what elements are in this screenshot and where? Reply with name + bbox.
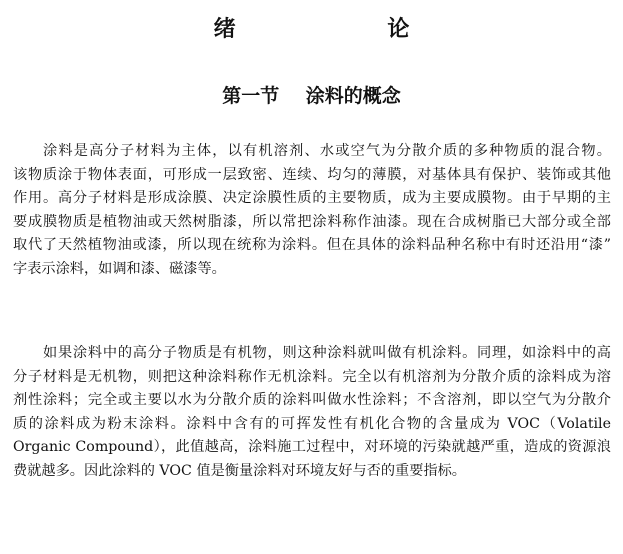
paragraph-line: 作用。高分子材料是形成涂膜、决定涂膜性质的主要物质，成为主要成膜物。由于早期的主: [13, 190, 611, 206]
paragraph-line: 费就越多。因此涂料的 VOC 值是衡量涂料对环境友好与否的重要指标。: [13, 462, 466, 479]
chapter-title: 绪 论: [213, 16, 482, 42]
paragraph-line: 分子材料是无机物，则把这种涂料称作无机涂料。完全以有机溶剂为分散介质的涂料成为溶: [13, 368, 611, 385]
paragraph-line: 涂料是高分子材料为主体，以有机溶剂、水或空气为分散介质的多种物质的混合物。: [43, 143, 611, 159]
paragraph-line: 剂性涂料；完全或主要以水为分散介质的涂料叫做水性涂料；不含溶剂，即以空气为分散介: [13, 392, 611, 408]
paragraph-2: [13, 342, 611, 483]
paragraph-line: 取代了天然植物油或漆，所以现在统称为涂料。但在具体的涂料品种名称中有时还沿用“漆”: [13, 237, 611, 253]
paragraph-line: 如果涂料中的高分子物质是有机物，则这种涂料就叫做有机涂料。同理，如涂料中的高: [43, 345, 611, 361]
section-title: 第一节 涂料的概念: [222, 85, 401, 107]
paragraph-line: 要成膜物质是植物油或天然树脂漆，所以常把涂料称作油漆。现在合成树脂已大部分或全部: [13, 213, 611, 230]
paragraph-line: 字表示涂料，如调和漆、磁漆等。: [13, 260, 226, 277]
paragraph-line: Organic Compound），此值越高，涂料施工过程中，对环境的污染就越严重，造成的资源浪: [13, 439, 611, 455]
paragraph-line: 该物质涂于物体表面，可形成一层致密、连续、均匀的薄膜，对基体具有保护、装饰或其他: [13, 166, 611, 183]
paragraph-line: 质的涂料成为粉末涂料。涂料中含有的可挥发性有机化合物的含量成为 VOC（Volatile: [13, 415, 611, 432]
paragraph-1: [13, 140, 611, 281]
